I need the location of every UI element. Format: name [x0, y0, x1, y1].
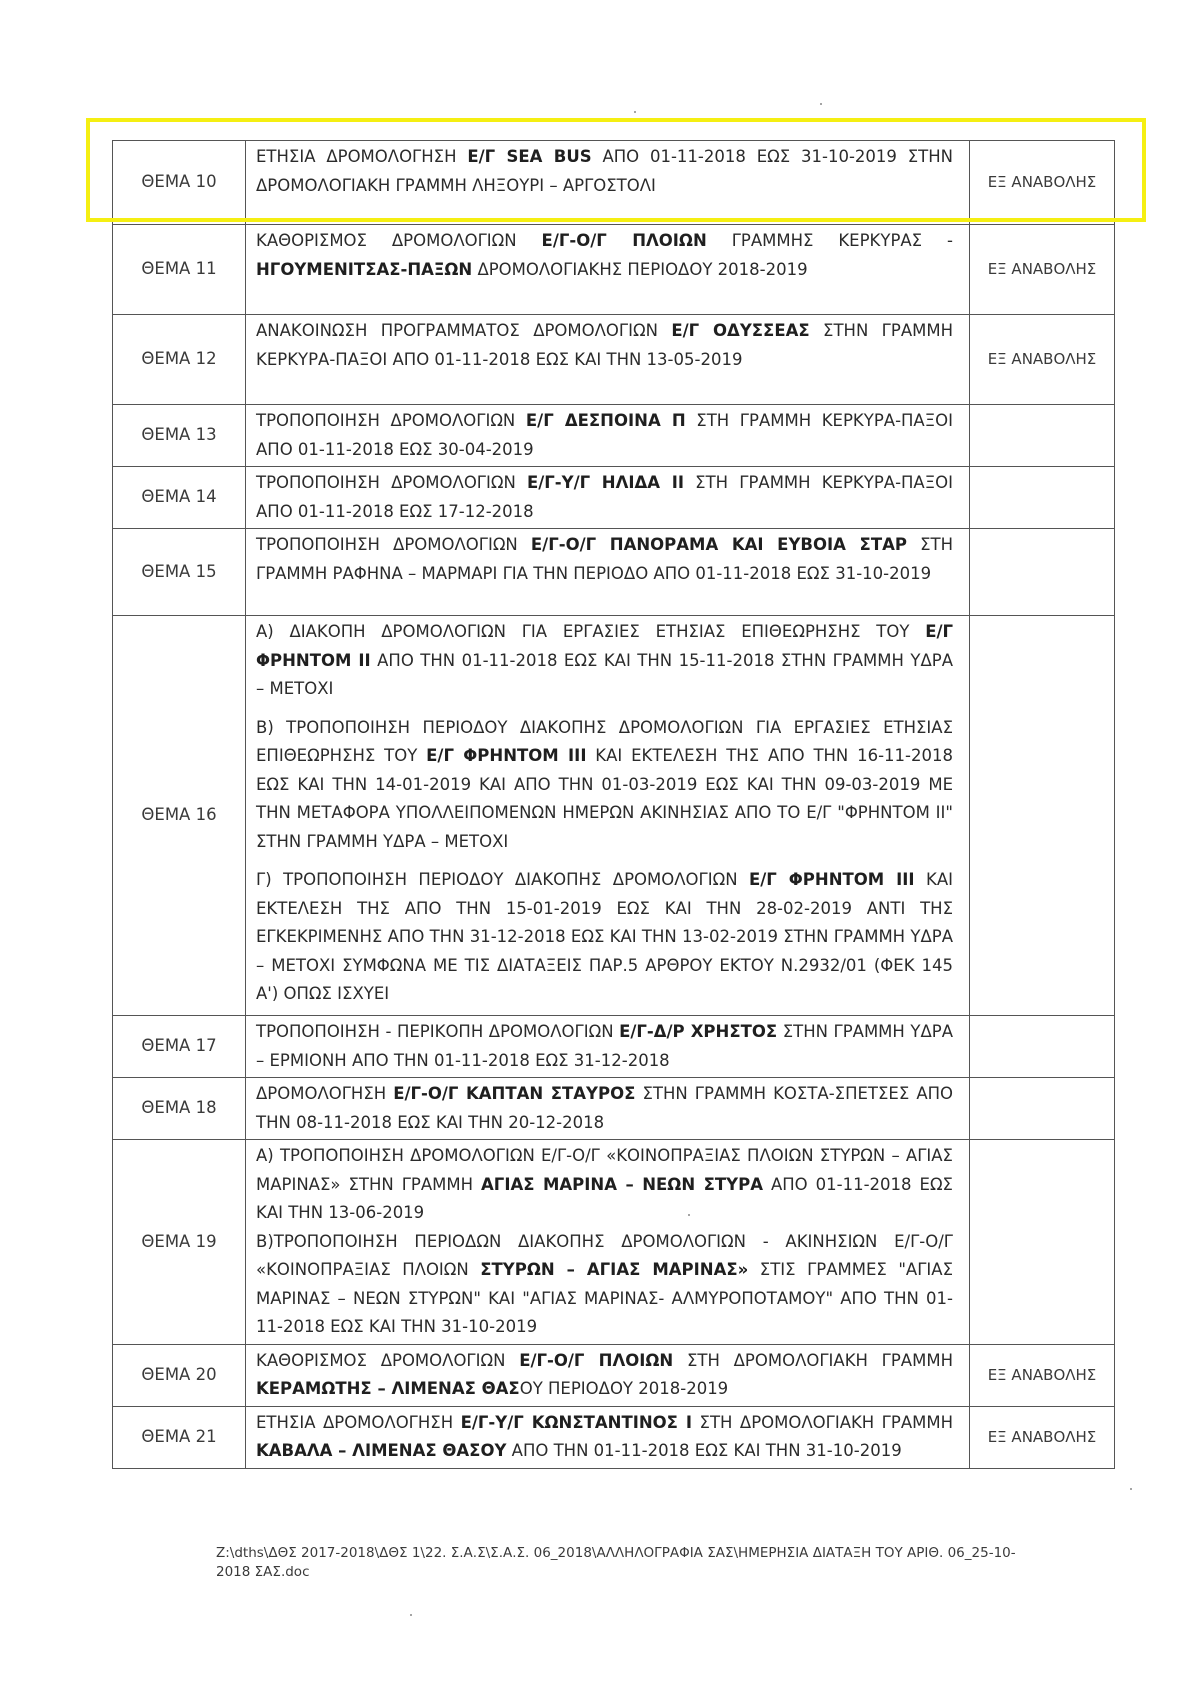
topic-number: ΘΕΜΑ 14	[113, 467, 246, 529]
vessel-name: Ε/Γ ΦΡΗΝΤΟΜ ΙΙΙ	[426, 746, 587, 765]
topic-subject	[246, 1140, 970, 1345]
vessel-name: ΚΑΒΑΛΑ – ΛΙΜΕΝΑΣ ΘΑΣΟΥ	[256, 1441, 507, 1460]
agenda-row	[113, 616, 1115, 1016]
subject-paragraph	[256, 143, 953, 200]
subject-text: ΣΤΗ ΓΡΑΜΜΗ ΚΕΡΚΥΡΑ-ΠΑΞΟΙ ΑΠΟ 01-11-2018 ΕΩΣ 17-12-2018	[256, 473, 953, 521]
vessel-name: ΣΤΥΡΩΝ – ΑΓΙΑΣ ΜΑΡΙΝΑΣ»	[480, 1260, 749, 1279]
subject-text: ΣΤΗ ΓΡΑΜΜΗ ΚΕΡΚΥΡΑ-ΠΑΞΟΙ ΑΠΟ 01-11-2018 ΕΩΣ 30-04-2019	[256, 411, 953, 459]
vessel-name: ΗΓΟΥΜΕΝΙΤΣΑΣ-ΠΑΞΩΝ	[256, 259, 473, 279]
subject-text: ΑΠΟ 01-11-2018 ΕΩΣ 31-10-2019 ΣΤΗΝ ΔΡΟΜΟΛΟΓΙΑΚΗ ΓΡΑΜΜΗ ΛΗΞΟΥΡΙ – ΑΡΓΟΣΤΟΛΙ	[256, 147, 953, 195]
subject-paragraph	[256, 1142, 953, 1228]
vessel-name: Ε/Γ-Υ/Γ ΗΛΙΔΑ ΙΙ	[526, 473, 685, 492]
agenda-body	[113, 141, 1115, 1469]
subject-paragraph	[256, 1347, 953, 1404]
subject-paragraph	[256, 531, 953, 588]
topic-status: ΕΞ ΑΝΑΒΟΛΗΣ	[970, 1406, 1115, 1468]
subject-paragraph	[256, 1409, 953, 1466]
subject-paragraph	[256, 1018, 953, 1075]
subject-text: ΑΝΑΚΟΙΝΩΣΗ ΠΡΟΓΡΑΜΜΑΤΟΣ ΔΡΟΜΟΛΟΓΙΩΝ	[256, 321, 672, 340]
subject-text: ΚΑΘΟΡΙΣΜΟΣ ΔΡΟΜΟΛΟΓΙΩΝ	[256, 231, 542, 250]
vessel-name: Ε/Γ-Ο/Γ ΠΑΝΟΡΑΜΑ ΚΑΙ ΕΥΒΟΙΑ ΣΤΑΡ	[530, 535, 907, 554]
subject-text: ΑΠΟ ΤΗΝ 01-11-2018 ΕΩΣ ΚΑΙ ΤΗΝ 31-10-2019	[506, 1441, 902, 1460]
topic-number: ΘΕΜΑ 19	[113, 1140, 246, 1345]
subject-text: ΤΡΟΠΟΠΟΙΗΣΗ ΔΡΟΜΟΛΟΓΙΩΝ	[256, 411, 526, 430]
subject-paragraph	[256, 469, 953, 526]
topic-subject	[246, 405, 970, 467]
vessel-name: Ε/Γ-Ο/Γ ΠΛΟΙΩΝ	[519, 1350, 674, 1370]
subject-paragraph	[256, 866, 953, 1009]
vessel-name: Ε/Γ-Ο/Γ ΠΛΟΙΩΝ	[541, 231, 707, 250]
topic-number: ΘΕΜΑ 17	[113, 1016, 246, 1078]
topic-subject	[246, 225, 970, 315]
topic-subject	[246, 1344, 970, 1406]
subject-paragraph	[256, 227, 953, 284]
vessel-name: Ε/Γ ΟΔΥΣΣΕΑΣ	[671, 321, 810, 340]
topic-number: ΘΕΜΑ 21	[113, 1406, 246, 1468]
agenda-row	[113, 1078, 1115, 1140]
vessel-name: Ε/Γ ΔΕΣΠΟΙΝΑ Π	[525, 411, 686, 430]
subject-text: ΣΤΙΣ ΓΡΑΜΜΕΣ "ΑΓΙΑΣ ΜΑΡΙΝΑΣ – ΝΕΩΝ ΣΤΥΡΩΝ" ΚΑΙ "ΑΓΙΑΣ ΜΑΡΙΝΑΣ- ΑΛΜΥΡΟΠΟΤΑΜΟΥ" ΑΠΟ ΤΗΝ 01-11-2018 ΕΩΣ ΚΑΙ ΤΗΝ 31-10-2019	[256, 1260, 953, 1336]
subject-text: Β)ΤΡΟΠΟΠΟΙΗΣΗ ΠΕΡΙΟΔΩΝ ΔΙΑΚΟΠΗΣ ΔΡΟΜΟΛΟΓΙΩΝ - ΑΚΙΝΗΣΙΩΝ Ε/Γ-Ο/Γ «ΚΟΙΝΟΠΡΑΞΙΑΣ ΠΛΟΙΩΝ	[256, 1231, 953, 1279]
subject-text: ΟΥ ΠΕΡΙΟΔΟΥ 2018-2019	[519, 1379, 729, 1398]
agenda-row	[113, 1016, 1115, 1078]
topic-status	[970, 529, 1115, 616]
subject-paragraph	[256, 618, 953, 704]
agenda-row	[113, 141, 1115, 225]
subject-text: Α) ΔΙΑΚΟΠΗ ΔΡΟΜΟΛΟΓΙΩΝ ΓΙΑ ΕΡΓΑΣΙΕΣ ΕΤΗΣΙΑΣ ΕΠΙΘΕΩΡΗΣΗΣ ΤΟΥ	[256, 622, 926, 641]
scan-speck	[1130, 1488, 1132, 1490]
topic-status	[970, 1078, 1115, 1140]
subject-text: ΕΤΗΣΙΑ ΔΡΟΜΟΛΟΓΗΣΗ	[256, 147, 468, 166]
agenda-row	[113, 1140, 1115, 1345]
vessel-name: Ε/Γ-Ο/Γ ΚΑΠΤΑΝ ΣΤΑΥΡΟΣ	[393, 1084, 636, 1103]
topic-status: ΕΞ ΑΝΑΒΟΛΗΣ	[970, 315, 1115, 405]
agenda-row	[113, 1406, 1115, 1468]
vessel-name: Ε/Γ SEA BUS	[467, 147, 592, 166]
subject-text: Γ) ΤΡΟΠΟΠΟΙΗΣΗ ΠΕΡΙΟΔΟΥ ΔΙΑΚΟΠΗΣ ΔΡΟΜΟΛΟΓΙΩΝ	[256, 870, 749, 889]
topic-subject	[246, 315, 970, 405]
vessel-name: Ε/Γ-Υ/Γ ΚΩΝΣΤΑΝΤΙΝΟΣ Ι	[460, 1412, 693, 1432]
agenda-row	[113, 315, 1115, 405]
topic-status	[970, 616, 1115, 1016]
topic-subject	[246, 529, 970, 616]
subject-text: ΑΠΟ ΤΗΝ 01-11-2018 ΕΩΣ ΚΑΙ ΤΗΝ 15-11-2018 ΣΤΗΝ ΓΡΑΜΜΗ ΥΔΡΑ – ΜΕΤΟΧΙ	[256, 650, 954, 698]
topic-subject	[246, 467, 970, 529]
subject-text: ΚΑΘΟΡΙΣΜΟΣ ΔΡΟΜΟΛΟΓΙΩΝ	[256, 1350, 520, 1370]
scan-speck	[634, 111, 636, 113]
scan-speck	[820, 103, 822, 105]
agenda-row	[113, 467, 1115, 529]
subject-paragraph	[256, 317, 953, 374]
vessel-name: Ε/Γ ΦΡΗΝΤΟΜ ΙΙΙ	[749, 870, 915, 889]
vessel-name: ΑΓΙΑΣ ΜΑΡΙΝΑ – ΝΕΩΝ ΣΤΥΡΑ	[481, 1174, 763, 1194]
subject-text: Β) ΤΡΟΠΟΠΟΙΗΣΗ ΠΕΡΙΟΔΟΥ ΔΙΑΚΟΠΗΣ ΔΡΟΜΟΛΟΓΙΩΝ ΓΙΑ ΕΡΓΑΣΙΕΣ ΕΤΗΣΙΑΣ ΕΠΙΘΕΩΡΗΣΗΣ ΤΟΥ	[256, 717, 953, 765]
subject-text: ΔΡΟΜΟΛΟΓΙΑΚΗΣ ΠΕΡΙΟΔΟΥ 2018-2019	[472, 259, 808, 279]
subject-text: ΔΡΟΜΟΛΟΓΗΣΗ	[256, 1084, 394, 1103]
footer-file-path: Z:\dths\ΔΘΣ 2017-2018\ΔΘΣ 1\22. Σ.Α.Σ\Σ.Α.Σ. 06_2018\ΑΛΛΗΛΟΓΡΑΦΙΑ ΣΑΣ\ΗΜΕΡΗΣΙΑ ΔΙΑΤΑΞΗ ΤΟΥ ΑΡΙΘ. 06_25-10-2018 ΣΑΣ.doc	[216, 1545, 1016, 1580]
topic-subject	[246, 1016, 970, 1078]
topic-status	[970, 405, 1115, 467]
subject-text: ΚΑΙ ΕΚΤΕΛΕΣΗ ΤΗΣ ΑΠΟ ΤΗΝ 15-01-2019 ΕΩΣ ΚΑΙ ΤΗΝ 28-02-2019 ΑΝΤΙ ΤΗΣ ΕΓΚΕΚΡΙΜΕΝΗΣ ΑΠΟ ΤΗΝ 31-12-2018 ΕΩΣ ΚΑΙ ΤΗΝ 13-02-2019 ΣΤΗΝ ΓΡΑΜΜΗ ΥΔΡΑ – ΜΕΤΟΧΙ ΣΥΜΦΩΝΑ ΜΕ ΤΙΣ ΔΙΑΤΑΞΕΙΣ ΠΑΡ.5 ΑΡΘΡΟΥ ΕΚΤΟΥ Ν.2932/01 (ΦΕΚ 145 Α') ΟΠΩΣ ΙΣΧΥΕΙ	[256, 870, 953, 1003]
topic-status	[970, 1016, 1115, 1078]
topic-number: ΘΕΜΑ 16	[113, 616, 246, 1016]
topic-status: ΕΞ ΑΝΑΒΟΛΗΣ	[970, 141, 1115, 225]
subject-text: Α) ΤΡΟΠΟΠΟΙΗΣΗ ΔΡΟΜΟΛΟΓΙΩΝ Ε/Γ-Ο/Γ «ΚΟΙΝΟΠΡΑΞΙΑΣ ΠΛΟΙΩΝ ΣΤΥΡΩΝ – ΑΓΙΑΣ ΜΑΡΙΝΑΣ» ΣΤΗΝ ΓΡΑΜΜΗ	[256, 1146, 953, 1194]
subject-text: ΤΡΟΠΟΠΟΙΗΣΗ ΔΡΟΜΟΛΟΓΙΩΝ	[256, 473, 527, 492]
subject-paragraph	[256, 407, 953, 464]
subject-text: ΣΤΗ ΔΡΟΜΟΛΟΓΙΑΚΗ ΓΡΑΜΜΗ	[673, 1350, 953, 1370]
subject-text: ΣΤΗΝ ΓΡΑΜΜΗ ΚΟΣΤΑ-ΣΠΕΤΣΕΣ ΑΠΟ ΤΗΝ 08-11-2018 ΕΩΣ ΚΑΙ ΤΗΝ 20-12-2018	[256, 1084, 954, 1132]
agenda-row	[113, 225, 1115, 315]
subject-text: ΓΡΑΜΜΗΣ ΚΕΡΚΥΡΑΣ -	[706, 231, 953, 250]
agenda-row	[113, 405, 1115, 467]
topic-status	[970, 467, 1115, 529]
subject-text: ΤΡΟΠΟΠΟΙΗΣΗ ΔΡΟΜΟΛΟΓΙΩΝ	[256, 535, 531, 554]
subject-text: ΑΠΟ 01-11-2018 ΕΩΣ ΚΑΙ ΤΗΝ 13-06-2019	[256, 1174, 953, 1222]
vessel-name: Ε/Γ ΦΡΗΝΤΟΜ ΙΙ	[256, 622, 953, 670]
topic-number: ΘΕΜΑ 13	[113, 405, 246, 467]
topic-number: ΘΕΜΑ 20	[113, 1344, 246, 1406]
subject-paragraph	[256, 1080, 953, 1137]
topic-subject	[246, 616, 970, 1016]
scan-speck	[410, 1614, 412, 1616]
vessel-name: Ε/Γ-Δ/Ρ ΧΡΗΣΤΟΣ	[619, 1022, 778, 1041]
topic-number: ΘΕΜΑ 18	[113, 1078, 246, 1140]
topic-subject	[246, 1406, 970, 1468]
agenda-row	[113, 1344, 1115, 1406]
topic-number: ΘΕΜΑ 12	[113, 315, 246, 405]
subject-text: ΣΤΗΝ ΓΡΑΜΜΗ ΚΕΡΚΥΡΑ-ΠΑΞΟΙ ΑΠΟ 01-11-2018 ΕΩΣ ΚΑΙ ΤΗΝ 13-05-2019	[256, 321, 953, 369]
subject-text: ΣΤΗ ΔΡΟΜΟΛΟΓΙΑΚΗ ΓΡΑΜΜΗ	[692, 1412, 953, 1432]
topic-subject	[246, 1078, 970, 1140]
topic-subject	[246, 141, 970, 225]
topic-status: ΕΞ ΑΝΑΒΟΛΗΣ	[970, 1344, 1115, 1406]
topic-number: ΘΕΜΑ 11	[113, 225, 246, 315]
subject-text: ΚΑΙ ΕΚΤΕΛΕΣΗ ΤΗΣ ΑΠΟ ΤΗΝ 16-11-2018 ΕΩΣ ΚΑΙ ΤΗΝ 14-01-2019 ΚΑΙ ΑΠΟ ΤΗΝ 01-03-2019 ΕΩΣ ΚΑΙ ΤΗΝ 09-03-2019 ΜΕ ΤΗΝ ΜΕΤΑΦΟΡΑ ΥΠΟΛΛΕΙΠΟΜΕΝΩΝ ΗΜΕΡΩΝ ΑΚΙΝΗΣΙΑΣ ΑΠΟ ΤΟ Ε/Γ "ΦΡΗΝΤΟΜ ΙΙ" ΣΤΗΝ ΓΡΑΜΜΗ ΥΔΡΑ – ΜΕΤΟΧΙ	[256, 746, 953, 851]
vessel-name: ΚΕΡΑΜΩΤΗΣ – ΛΙΜΕΝΑΣ ΘΑΣ	[256, 1379, 520, 1398]
subject-paragraph	[256, 1228, 953, 1342]
topic-status	[970, 1140, 1115, 1345]
subject-text: ΣΤΗΝ ΓΡΑΜΜΗ ΥΔΡΑ – ΕΡΜΙΟΝΗ ΑΠΟ ΤΗΝ 01-11-2018 ΕΩΣ 31-12-2018	[256, 1022, 953, 1070]
topic-status: ΕΞ ΑΝΑΒΟΛΗΣ	[970, 225, 1115, 315]
scan-speck	[688, 1214, 690, 1216]
topic-number: ΘΕΜΑ 10	[113, 141, 246, 225]
agenda-table	[112, 140, 1115, 1469]
subject-text: ΕΤΗΣΙΑ ΔΡΟΜΟΛΟΓΗΣΗ	[256, 1412, 461, 1432]
subject-paragraph	[256, 714, 953, 857]
agenda-row	[113, 529, 1115, 616]
subject-text: ΣΤΗ ΓΡΑΜΜΗ ΡΑΦΗΝΑ – ΜΑΡΜΑΡΙ ΓΙΑ ΤΗΝ ΠΕΡΙΟΔΟ ΑΠΟ 01-11-2018 ΕΩΣ 31-10-2019	[256, 535, 953, 583]
topic-number: ΘΕΜΑ 15	[113, 529, 246, 616]
subject-text: ΤΡΟΠΟΠΟΙΗΣΗ - ΠΕΡΙΚΟΠΗ ΔΡΟΜΟΛΟΓΙΩΝ	[256, 1022, 620, 1041]
